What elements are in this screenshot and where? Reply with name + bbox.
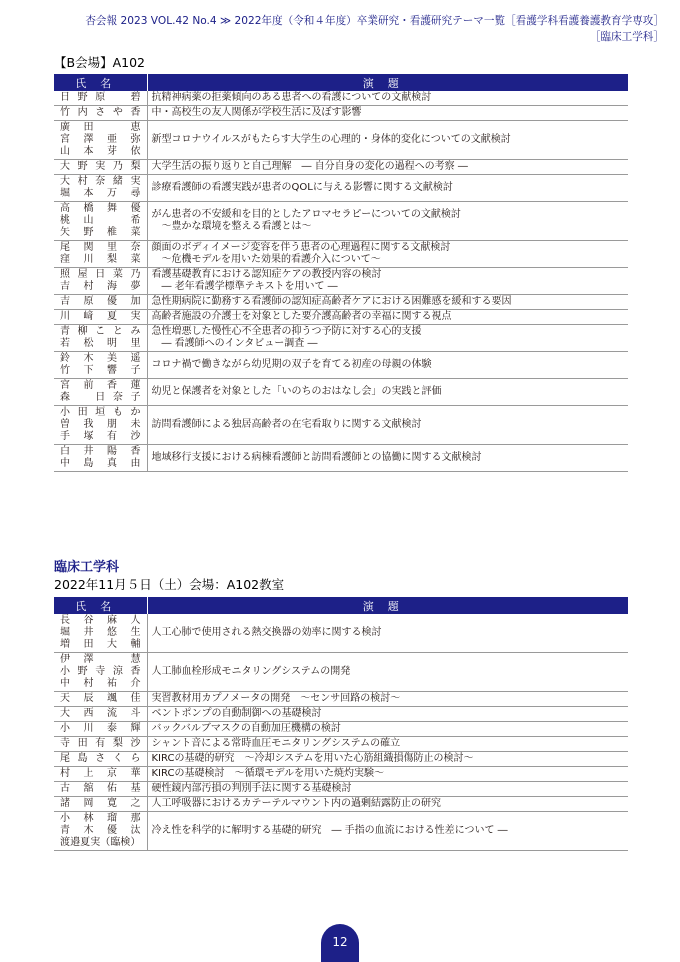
presenter-name: 中村祐介 xyxy=(60,678,141,689)
table-row xyxy=(54,106,628,121)
title-line: がん患者の不安緩和を目的としたアロマセラピーについての文献検討 xyxy=(151,209,461,220)
presenter-name: 中島真由 xyxy=(60,458,141,469)
presenter-name: 小田垣もか xyxy=(60,407,141,418)
presentation-title xyxy=(147,202,628,241)
presenter-names xyxy=(54,692,147,707)
session-date-venue: 2022年11月５日（土）会場：A102教室 xyxy=(54,577,285,592)
presentation-title xyxy=(147,722,628,737)
page-header xyxy=(0,13,664,45)
presenter-name: 吉原優加 xyxy=(60,296,141,307)
presenter-names xyxy=(54,767,147,782)
table-header-row xyxy=(54,597,628,614)
presenter-name: 増田大輔 xyxy=(60,639,141,650)
presentation-title xyxy=(147,325,628,352)
table-row xyxy=(54,175,628,202)
presenter-names xyxy=(54,722,147,737)
presenter-names xyxy=(54,614,147,653)
table-row xyxy=(54,310,628,325)
presenter-name: 尾関里奈 xyxy=(60,242,141,253)
header-line-1: 杏会報 2023 VOL.42 No.4 ≫ 2022年度（令和４年度）卒業研究・看護研究テーマ一覧［看護学科看護養護教育学専攻］ xyxy=(85,15,664,27)
table-row xyxy=(54,812,628,851)
presenter-name: 大西流斗 xyxy=(60,708,141,719)
presenter-names xyxy=(54,310,147,325)
presenter-names xyxy=(54,295,147,310)
title-line: 地域移行支援における病棟看護師と訪問看護師との協働に関する文献検討 xyxy=(151,452,482,463)
table-row xyxy=(54,692,628,707)
presenter-names xyxy=(54,707,147,722)
title-line: 顔面のボディイメージ変容を伴う患者の心理過程に関する文献検討 xyxy=(151,242,451,253)
presenter-name: 尾島さくら xyxy=(60,753,141,764)
presenter-name: 桃山 希 xyxy=(60,215,141,226)
table-row xyxy=(54,445,628,472)
title-line: KIRCの基礎的研究 ～冷却システムを用いた心筋組織損傷防止の検討～ xyxy=(151,753,474,764)
presentation-title xyxy=(147,752,628,767)
presenter-name: 日野原 碧 xyxy=(60,92,141,103)
title-subline: ～危機モデルを用いた効果的看護介入について～ xyxy=(161,254,381,265)
title-line: 診療看護師の看護実践が患者のQOLに与える影響に関する文献検討 xyxy=(151,182,453,193)
table-row xyxy=(54,268,628,295)
presentation-title xyxy=(147,91,628,106)
table-header-row xyxy=(54,74,628,91)
column-header-name: 氏名 xyxy=(54,74,147,91)
presentation-title xyxy=(147,767,628,782)
presentation-title xyxy=(147,310,628,325)
table-row xyxy=(54,379,628,406)
table-row xyxy=(54,406,628,445)
presenter-names xyxy=(54,175,147,202)
presentation-title xyxy=(147,737,628,752)
title-line: ベントポンプの自動制御への基礎検討 xyxy=(151,708,322,719)
presenter-names xyxy=(54,268,147,295)
table-row xyxy=(54,160,628,175)
presenter-names xyxy=(54,653,147,692)
presentation-title xyxy=(147,160,628,175)
table-row xyxy=(54,797,628,812)
presenter-names xyxy=(54,406,147,445)
presenter-name: 宮前香蓮 xyxy=(60,380,141,391)
title-line: 新型コロナウイルスがもたらす大学生の心理的・身体的変化についての文献検討 xyxy=(151,134,511,145)
presenter-name: 伊澤 慧 xyxy=(60,654,141,665)
title-subline: ― 看護師へのインタビュー調査 ― xyxy=(161,338,318,349)
presenter-name: 山本芽依 xyxy=(60,146,141,157)
presenter-name: 小野寺涼香 xyxy=(60,666,141,677)
title-line: 人工呼吸器におけるカテーテルマウント内の過剰結露防止の研究 xyxy=(151,798,441,809)
title-line: 冷え性を科学的に解明する基礎的研究 ― 手指の血流における性差について ― xyxy=(151,825,508,836)
table-row xyxy=(54,614,628,653)
title-subline: ～豊かな環境を整える看護とは～ xyxy=(161,221,312,232)
presenter-name: 青木優汰 xyxy=(60,825,141,836)
presenter-names xyxy=(54,782,147,797)
presenter-name: 長谷麻人 xyxy=(60,615,141,626)
table-row xyxy=(54,767,628,782)
table-row xyxy=(54,325,628,352)
presenter-names xyxy=(54,812,147,851)
table-row xyxy=(54,121,628,160)
presenter-name: 渡邉夏実（臨検） xyxy=(60,837,141,848)
presentation-title xyxy=(147,445,628,472)
title-line: 中・高校生の友人関係が学校生活に及ぼす影響 xyxy=(151,107,362,118)
presenter-name: 竹内さや香 xyxy=(60,107,141,118)
presenter-names xyxy=(54,445,147,472)
title-line: 大学生活の振り返りと自己理解 ― 自分自身の変化の過程への考察 ― xyxy=(151,161,468,172)
column-header-title: 演題 xyxy=(147,597,628,614)
presenter-name: 竹下響子 xyxy=(60,365,141,376)
presenter-name: 小川泰輝 xyxy=(60,723,141,734)
presenter-names xyxy=(54,202,147,241)
presentation-title xyxy=(147,406,628,445)
presenter-names xyxy=(54,106,147,121)
presenter-names xyxy=(54,352,147,379)
session-b-table xyxy=(54,74,628,472)
presenter-name: 白井陽香 xyxy=(60,446,141,457)
presenter-name: 天辰颯佳 xyxy=(60,693,141,704)
presenter-name: 窪川梨菜 xyxy=(60,254,141,265)
table-row xyxy=(54,352,628,379)
table-row xyxy=(54,737,628,752)
title-subline: ― 老年看護学標準テキストを用いて ― xyxy=(161,281,338,292)
presenter-name: 照屋日菜乃 xyxy=(60,269,141,280)
presentation-title xyxy=(147,797,628,812)
presentation-title xyxy=(147,268,628,295)
presenter-name: 宮澤亜弥 xyxy=(60,134,141,145)
presentation-title xyxy=(147,241,628,268)
presenter-names xyxy=(54,752,147,767)
presenter-name: 曽我朋未 xyxy=(60,419,141,430)
presentation-title xyxy=(147,614,628,653)
page-number: 12 xyxy=(321,924,359,962)
presenter-names xyxy=(54,91,147,106)
table-row xyxy=(54,782,628,797)
presenter-names xyxy=(54,121,147,160)
presentation-title xyxy=(147,175,628,202)
presenter-names xyxy=(54,241,147,268)
presentation-title xyxy=(147,653,628,692)
table-row xyxy=(54,653,628,692)
presenter-name: 矢野椎菜 xyxy=(60,227,141,238)
presenter-name: 吉村海夢 xyxy=(60,281,141,292)
title-line: 幼児と保護者を対象とした「いのちのおはなし会」の実践と評価 xyxy=(151,386,442,397)
presentation-title xyxy=(147,707,628,722)
presenter-name: 森 日奈子 xyxy=(60,392,141,403)
table-row xyxy=(54,241,628,268)
presenter-name: 古舘佑基 xyxy=(60,783,141,794)
presenter-name: 廣田 恵 xyxy=(60,122,141,133)
presenter-name: 寺田有梨沙 xyxy=(60,738,141,749)
presenter-names xyxy=(54,325,147,352)
presentation-title xyxy=(147,692,628,707)
presenter-names xyxy=(54,160,147,175)
presentation-title xyxy=(147,379,628,406)
presenter-names xyxy=(54,737,147,752)
presenter-name: 大野実乃梨 xyxy=(60,161,141,172)
title-line: KIRCの基礎検討 ～循環モデルを用いた焼灼実験～ xyxy=(151,768,384,779)
title-line: 高齢者施設の介護士を対象とした要介護高齢者の幸福に関する視点 xyxy=(151,311,452,322)
title-line: バックバルブマスクの自動加圧機構の検討 xyxy=(151,723,341,734)
column-header-title: 演題 xyxy=(147,74,628,91)
session-b-label: 【B会場】A102 xyxy=(54,55,145,70)
presentation-title xyxy=(147,782,628,797)
presenter-name: 堀井悠生 xyxy=(60,627,141,638)
presentation-title xyxy=(147,121,628,160)
presenter-name: 川﨑夏実 xyxy=(60,311,141,322)
presenter-name: 青柳ことみ xyxy=(60,326,141,337)
presenter-names xyxy=(54,379,147,406)
presenter-name: 高橋舞優 xyxy=(60,203,141,214)
presenter-name: 堀本万尋 xyxy=(60,188,141,199)
title-line: 実習教材用カプノメータの開発 ～センサ回路の検討～ xyxy=(151,693,401,704)
table-row xyxy=(54,722,628,737)
presenter-name: 諸岡寛之 xyxy=(60,798,141,809)
title-line: 急性増悪した慢性心不全患者の抑うつ予防に対する心的支援 xyxy=(151,326,422,337)
title-line: コロナ禍で働きながら幼児期の双子を育てる初産の母親の体験 xyxy=(151,359,432,370)
presentation-title xyxy=(147,106,628,121)
presenter-name: 大村奈緒実 xyxy=(60,176,141,187)
title-line: 硬性鏡内部汚損の判別手法に関する基礎検討 xyxy=(151,783,352,794)
presenter-names xyxy=(54,797,147,812)
presenter-name: 鈴木美遥 xyxy=(60,353,141,364)
presenter-name: 村上京華 xyxy=(60,768,141,779)
title-line: シャント音による常時血圧モニタリングシステムの確立 xyxy=(151,738,401,749)
presenter-name: 小林瑠那 xyxy=(60,813,141,824)
presentation-title xyxy=(147,352,628,379)
title-line: 訪問看護師による独居高齢者の在宅看取りに関する文献検討 xyxy=(151,419,422,430)
presentation-title xyxy=(147,812,628,851)
table-row xyxy=(54,295,628,310)
header-line-2: ［臨床工学科］ xyxy=(589,31,664,43)
department-title: 臨床工学科 xyxy=(54,560,120,575)
title-line: 看護基礎教育における認知症ケアの教授内容の検討 xyxy=(151,269,382,280)
table-row xyxy=(54,707,628,722)
title-line: 人工心肺で使用される熱交換器の効率に関する検討 xyxy=(151,627,382,638)
title-line: 人工肺血栓形成モニタリングシステムの開発 xyxy=(151,666,351,677)
title-line: 抗精神病薬の拒薬傾向のある患者への看護についての文献検討 xyxy=(151,92,432,103)
clinical-engineering-table xyxy=(54,597,628,851)
table-row xyxy=(54,91,628,106)
column-header-name: 氏名 xyxy=(54,597,147,614)
presenter-name: 若松明里 xyxy=(60,338,141,349)
presentation-title xyxy=(147,295,628,310)
presenter-name: 手塚有沙 xyxy=(60,431,141,442)
table-row xyxy=(54,752,628,767)
table-row xyxy=(54,202,628,241)
title-line: 急性期病院に勤務する看護師の認知症高齢者ケアにおける困難感を緩和する要因 xyxy=(151,296,512,307)
